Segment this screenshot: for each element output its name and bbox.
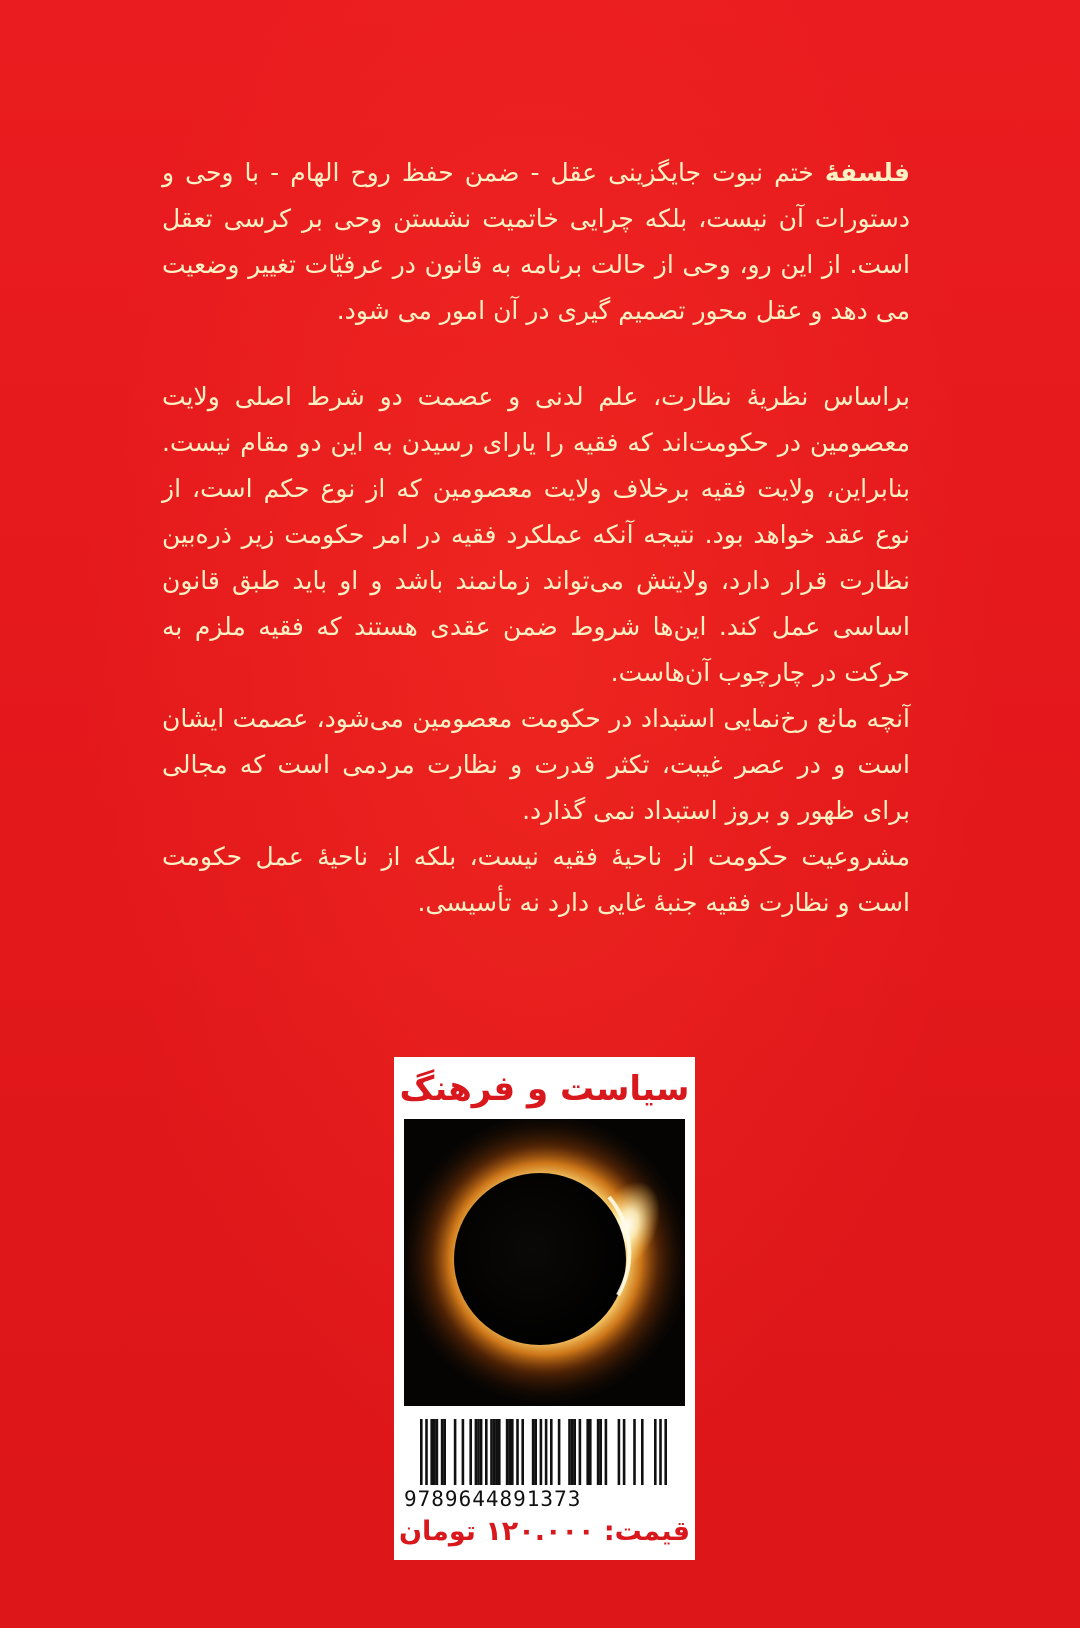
paragraph-text: براساس نظریهٔ نظارت، علم لدنی و عصمت دو شرط اصلی ولایت معصومین در حکومت‌اند که فقیه را یارای رسیدن به این دو مقام نیست. بنابراین، ولایت فقیه برخلاف ولایت معصومین که از نوع حکم است، از نوع عقد خواهد بود. نتیجه آنکه عملکرد فقیه در امر حکومت زیر ذره‌بین نظارت قرار دارد، ولایتش می‌تواند زمانمند باشد و او باید طبق قانون اساسی عمل کند. این‌ها شروط ضمن عقدی هستند که فقیه ملزم به حرکت در چارچوب آن‌هاست. <box>162 382 910 687</box>
barcode-bar <box>532 1419 535 1485</box>
moon-disk <box>454 1173 626 1345</box>
price-label: قیمت: ۱۲۰.۰۰۰ تومان <box>398 1516 691 1547</box>
barcode-bar <box>599 1419 602 1485</box>
barcode-bar <box>477 1419 480 1485</box>
barcode-bar <box>443 1419 446 1485</box>
barcode-bar <box>433 1419 436 1485</box>
blurb-text <box>162 150 910 926</box>
blurb-paragraph-1 <box>162 150 910 334</box>
isbn-barcode <box>402 1417 687 1512</box>
barcode-bar <box>454 1419 457 1485</box>
barcode-bar <box>605 1419 608 1485</box>
barcode-bar <box>469 1419 472 1485</box>
barcode-bar <box>480 1419 483 1485</box>
barcode-bar <box>485 1419 488 1485</box>
barcode-bar <box>641 1419 644 1485</box>
barcode-bar <box>490 1419 493 1485</box>
solar-eclipse-image <box>404 1119 685 1406</box>
paragraph-text: مشروعیت حکومت از ناحیهٔ فقیه نیست، بلکه از ناحیهٔ عمل حکومت است و نظارت فقیه جنبهٔ غایی دارد نه تأسیسی. <box>162 842 910 917</box>
barcode-bar <box>540 1419 543 1485</box>
barcode-bar <box>493 1419 496 1485</box>
barcode-bar <box>545 1419 548 1485</box>
blurb-paragraph-3 <box>162 696 910 834</box>
paragraph-text: ختم نبوت جایگزینی عقل - ضمن حفظ روح الهام - با وحی و دستورات آن نیست، بلکه چرایی خاتمیت نشستن وحی بر کرسی تعقل است. از این رو، وحی از حالت برنامه به قانون در عرفیّات تغییر وضعیت می دهد و عقل محور تصمیم گیری در آن امور می شود. <box>162 158 910 325</box>
barcode-bar <box>441 1419 444 1485</box>
barcode-bar <box>550 1419 553 1485</box>
barcode-bar <box>462 1419 465 1485</box>
barcode-bar <box>506 1419 509 1485</box>
barcode-bar <box>597 1419 600 1485</box>
barcode-bar <box>618 1419 621 1485</box>
barcode-bar <box>573 1419 576 1485</box>
barcode-bar <box>521 1419 524 1485</box>
barcode-bar <box>436 1419 439 1485</box>
barcode-bar <box>475 1419 478 1485</box>
isbn-number: 9789644891373 <box>404 1487 582 1511</box>
barcode-bar <box>571 1419 574 1485</box>
barcode-bar <box>420 1419 423 1485</box>
barcode-bar <box>589 1419 592 1485</box>
series-sticker <box>394 1057 695 1560</box>
barcode-bar <box>516 1419 519 1485</box>
barcode-bar <box>586 1419 589 1485</box>
barcode-bar <box>623 1419 626 1485</box>
barcode-bar <box>579 1419 582 1485</box>
barcode-bars <box>402 1417 687 1487</box>
blurb-paragraph-2 <box>162 374 910 696</box>
barcode-bar <box>633 1419 636 1485</box>
series-title: سیاست و فرهنگ <box>399 1069 690 1109</box>
barcode-bar <box>495 1419 498 1485</box>
blurb-paragraph-4 <box>162 834 910 926</box>
barcode-bar <box>558 1419 561 1485</box>
barcode-bar <box>534 1419 537 1485</box>
barcode-bar <box>430 1419 433 1485</box>
barcode-bar <box>498 1419 501 1485</box>
barcode-bar <box>425 1419 428 1485</box>
paragraph-text: آنچه مانع رخ‌نمایی استبداد در حکومت معصومین می‌شود، عصمت ایشان است و در عصر غیبت، تکثر قدرت و نظارت مردمی است که مجالی برای ظهور و بروز استبداد نمی گذارد. <box>162 704 910 825</box>
barcode-bar <box>508 1419 511 1485</box>
lead-word: فلسفهٔ <box>824 158 910 187</box>
barcode-bar <box>659 1419 662 1485</box>
barcode-bar <box>511 1419 514 1485</box>
barcode-bar <box>654 1419 657 1485</box>
barcode-bar <box>664 1419 667 1485</box>
barcode-bar <box>568 1419 571 1485</box>
